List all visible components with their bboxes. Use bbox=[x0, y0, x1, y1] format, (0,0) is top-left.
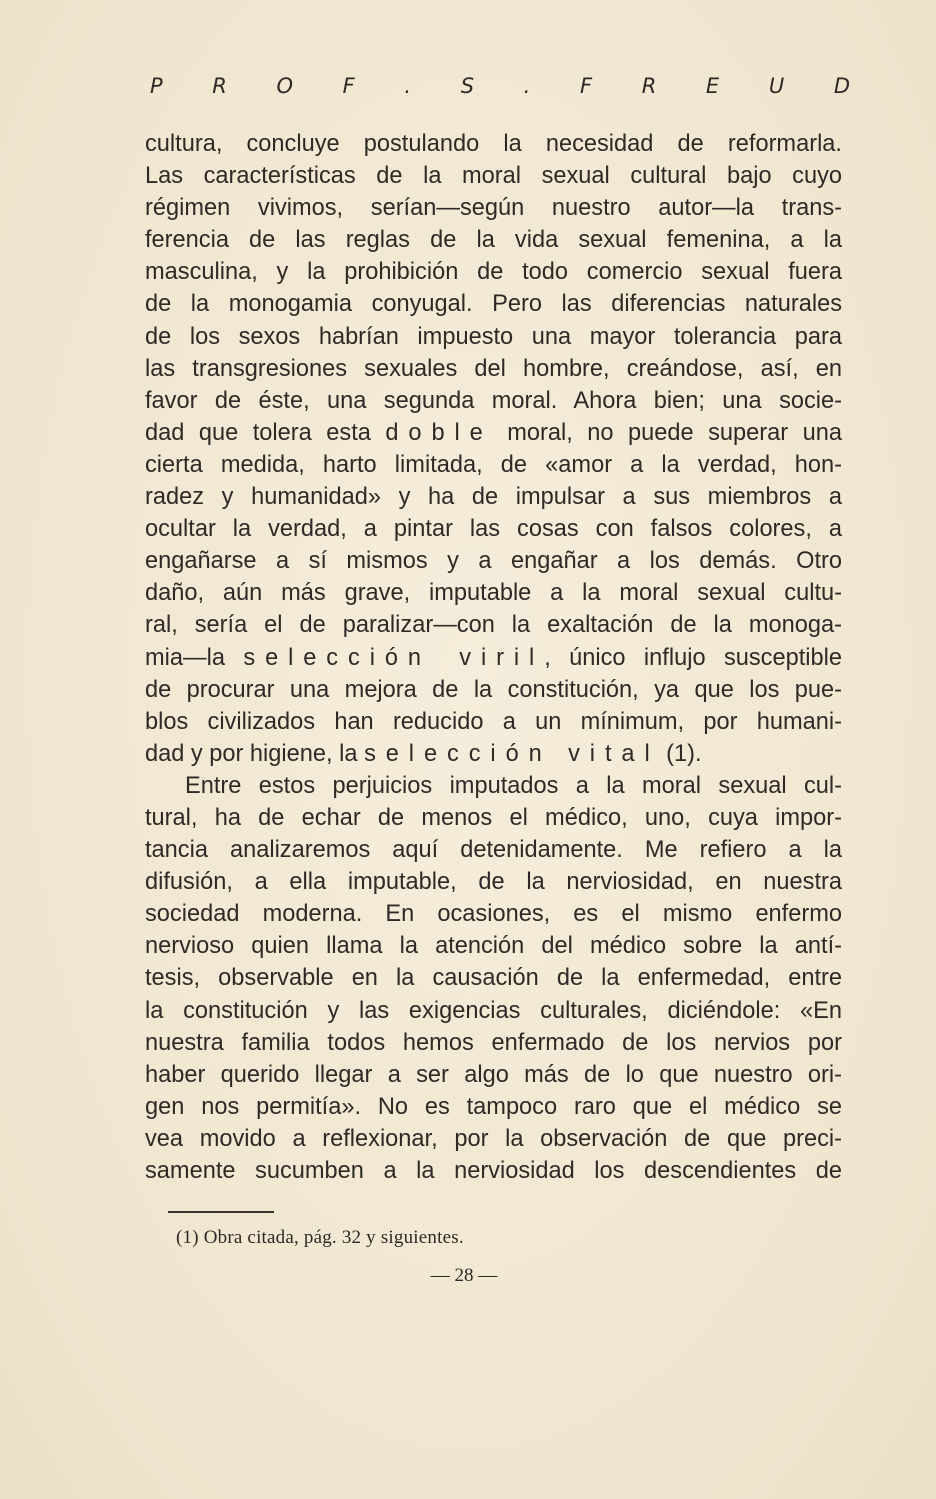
text-line: nuestra familia todos hemos enfermado de los nervios por bbox=[145, 1029, 842, 1056]
text-line bbox=[145, 417, 842, 449]
running-head-letter: E bbox=[705, 74, 720, 98]
running-head-letter: . bbox=[404, 74, 412, 98]
text-run: dad que tolera esta bbox=[145, 419, 386, 446]
footnote-divider bbox=[168, 1211, 274, 1213]
text-line: favor de éste, una segunda moral. Ahora bien; una socie- bbox=[145, 387, 842, 414]
running-head-letter: S bbox=[460, 74, 475, 98]
page-number bbox=[0, 1265, 936, 1287]
running-head-letter: R bbox=[212, 74, 227, 98]
text-line: samente sucumben a la nerviosidad los descendientes de bbox=[145, 1158, 842, 1184]
text-line: Entre estos perjuicios imputados a la moral sexual cul- bbox=[185, 772, 842, 799]
text-run: mia—la bbox=[145, 644, 244, 671]
text-line: tancia analizaremos aquí detenidamente. Me refiero a la bbox=[145, 837, 842, 864]
running-head-letter: F bbox=[342, 74, 355, 98]
text-line: difusión, a ella imputable, de la nerviosidad, en nuestra bbox=[145, 869, 842, 896]
running-head bbox=[150, 74, 850, 98]
running-head-letter: . bbox=[523, 74, 531, 98]
text-line: las transgresiones sexuales del hombre, creándose, así, en bbox=[145, 355, 842, 382]
text-line: radez y humanidad» y ha de impulsar a sus miembros a bbox=[145, 484, 842, 511]
running-head-letter: D bbox=[833, 74, 850, 98]
text-line: gen nos permitía». No es tampoco raro que el médico se bbox=[145, 1093, 842, 1120]
running-head-letter: U bbox=[768, 74, 785, 98]
text-line: de procurar una mejora de la constitución, ya que los pue- bbox=[145, 676, 842, 703]
text-line: masculina, y la prohibición de todo comercio sexual fuera bbox=[145, 259, 842, 286]
text-line: ral, sería el de paralizar—con la exaltación de la monoga- bbox=[145, 612, 842, 639]
text-line: Las características de la moral sexual cultural bajo cuyo bbox=[145, 163, 842, 190]
text-run: dad y por higiene, la bbox=[145, 740, 365, 767]
text-run: (1). bbox=[659, 740, 702, 767]
text-line bbox=[145, 738, 842, 770]
running-head-letter: R bbox=[641, 74, 657, 98]
text-line: de los sexos habrían impuesto una mayor tolerancia para bbox=[145, 323, 842, 350]
emphasis-spaced: doble bbox=[385, 419, 493, 446]
emphasis-spaced: selección vital bbox=[364, 740, 660, 767]
text-line: ferencia de las reglas de la vida sexual femenina, a la bbox=[145, 227, 842, 254]
page-number-label: — 28 — bbox=[430, 1265, 498, 1286]
text-line: sociedad moderna. En ocasiones, es el mismo enfermo bbox=[145, 901, 842, 928]
text-line: cierta medida, harto limitada, de «amor a la verdad, hon- bbox=[145, 451, 842, 478]
text-line: tesis, observable en la causación de la enfermedad, entre bbox=[145, 965, 842, 992]
text-line: haber querido llegar a ser algo más de lo que nuestro ori- bbox=[145, 1061, 842, 1088]
text-line: tural, ha de echar de menos el médico, uno, cuya impor- bbox=[145, 804, 842, 831]
text-line: vea movido a reflexionar, por la observación de que preci- bbox=[145, 1125, 842, 1152]
text-line: engañarse a sí mismos y a engañar a los demás. Otro bbox=[145, 548, 842, 575]
text-line: la constitución y las exigencias culturales, diciéndole: «En bbox=[145, 997, 842, 1024]
body-text bbox=[145, 128, 842, 1187]
running-head-letter: O bbox=[276, 74, 294, 98]
text-line: régimen vivimos, serían—según nuestro autor—la trans- bbox=[145, 195, 842, 222]
running-head-letter: P bbox=[150, 74, 163, 98]
text-line: ocultar la verdad, a pintar las cosas con falsos colores, a bbox=[145, 516, 842, 543]
emphasis-spaced: selección viril bbox=[243, 644, 545, 671]
running-head-letter: F bbox=[579, 74, 593, 98]
text-line: daño, aún más grave, imputable a la moral sexual cultu- bbox=[145, 580, 842, 607]
text-line: de la monogamia conyugal. Pero las diferencias naturales bbox=[145, 291, 842, 318]
text-line: nervioso quien llama la atención del médico sobre la antí- bbox=[145, 933, 842, 960]
text-line: cultura, concluye postulando la necesidad de reformarla. bbox=[145, 131, 842, 157]
text-line: blos civilizados han reducido a un mínimum, por humani- bbox=[145, 708, 842, 735]
footnote: (1) Obra citada, pág. 32 y siguientes. bbox=[176, 1227, 464, 1248]
text-line bbox=[145, 642, 842, 674]
text-run: , único influjo susceptible bbox=[544, 644, 842, 671]
text-run: moral, no puede superar una bbox=[492, 419, 842, 446]
